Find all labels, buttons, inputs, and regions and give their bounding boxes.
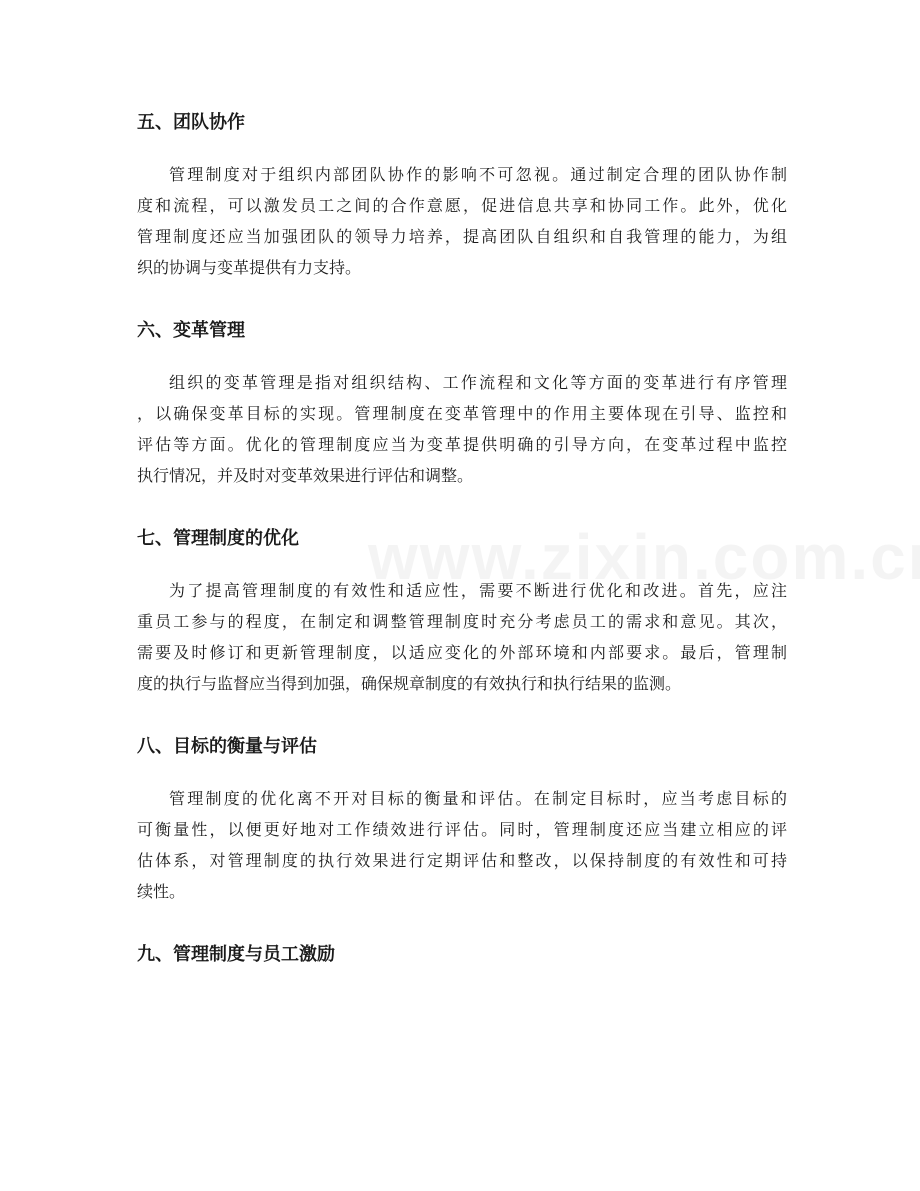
paragraph-line: 织的协调与变革提供有力支持。	[137, 258, 362, 277]
paragraph-line: 估体系，对管理制度的执行效果进行定期评估和整改，以保持制度的有效性和可持	[137, 851, 787, 870]
paragraph-line: 续性。	[137, 882, 186, 901]
section-heading: 七、管理制度的优化	[137, 528, 299, 549]
section-paragraph	[137, 367, 787, 491]
section-paragraph	[137, 783, 787, 907]
paragraph-line: 可衡量性，以便更好地对工作绩效进行评估。同时，管理制度还应当建立相应的评	[137, 820, 787, 839]
section-heading: 八、目标的衡量与评估	[137, 736, 317, 757]
paragraph-line: 组织的变革管理是指对组织结构、工作流程和文化等方面的变革进行有序管理	[169, 373, 787, 392]
paragraph-line: 管理制度的优化离不开对目标的衡量和评估。在制定目标时，应当考虑目标的	[169, 789, 787, 808]
paragraph-line: 需要及时修订和更新管理制度，以适应变化的外部环境和内部要求。最后，管理制	[137, 643, 787, 662]
paragraph-line: 管理制度对于组织内部团队协作的影响不可忽视。通过制定合理的团队协作制	[169, 165, 787, 184]
paragraph-line: 重员工参与的程度，在制定和调整管理制度时充分考虑员工的需求和意见。其次，	[137, 612, 787, 631]
section-paragraph	[137, 159, 787, 283]
section-heading: 五、团队协作	[137, 112, 245, 133]
section-heading: 九、管理制度与员工激励	[137, 944, 335, 965]
paragraph-line: 为了提高管理制度的有效性和适应性，需要不断进行优化和改进。首先，应注	[169, 581, 787, 600]
paragraph-line: 度和流程，可以激发员工之间的合作意愿，促进信息共享和协同工作。此外，优化	[137, 196, 787, 215]
paragraph-line: 度的执行与监督应当得到加强，确保规章制度的有效执行和执行结果的监测。	[137, 674, 682, 693]
section-heading: 六、变革管理	[137, 320, 245, 341]
paragraph-line: 管理制度还应当加强团队的领导力培养，提高团队自组织和自我管理的能力，为组	[137, 227, 787, 246]
paragraph-line: 评估等方面。优化的管理制度应当为变革提供明确的引导方向，在变革过程中监控	[137, 435, 787, 454]
paragraph-line: 执行情况，并及时对变革效果进行评估和调整。	[137, 466, 474, 485]
section-paragraph	[137, 575, 787, 699]
paragraph-line: ，以确保变革目标的实现。管理制度在变革管理中的作用主要体现在引导、监控和	[137, 404, 787, 423]
